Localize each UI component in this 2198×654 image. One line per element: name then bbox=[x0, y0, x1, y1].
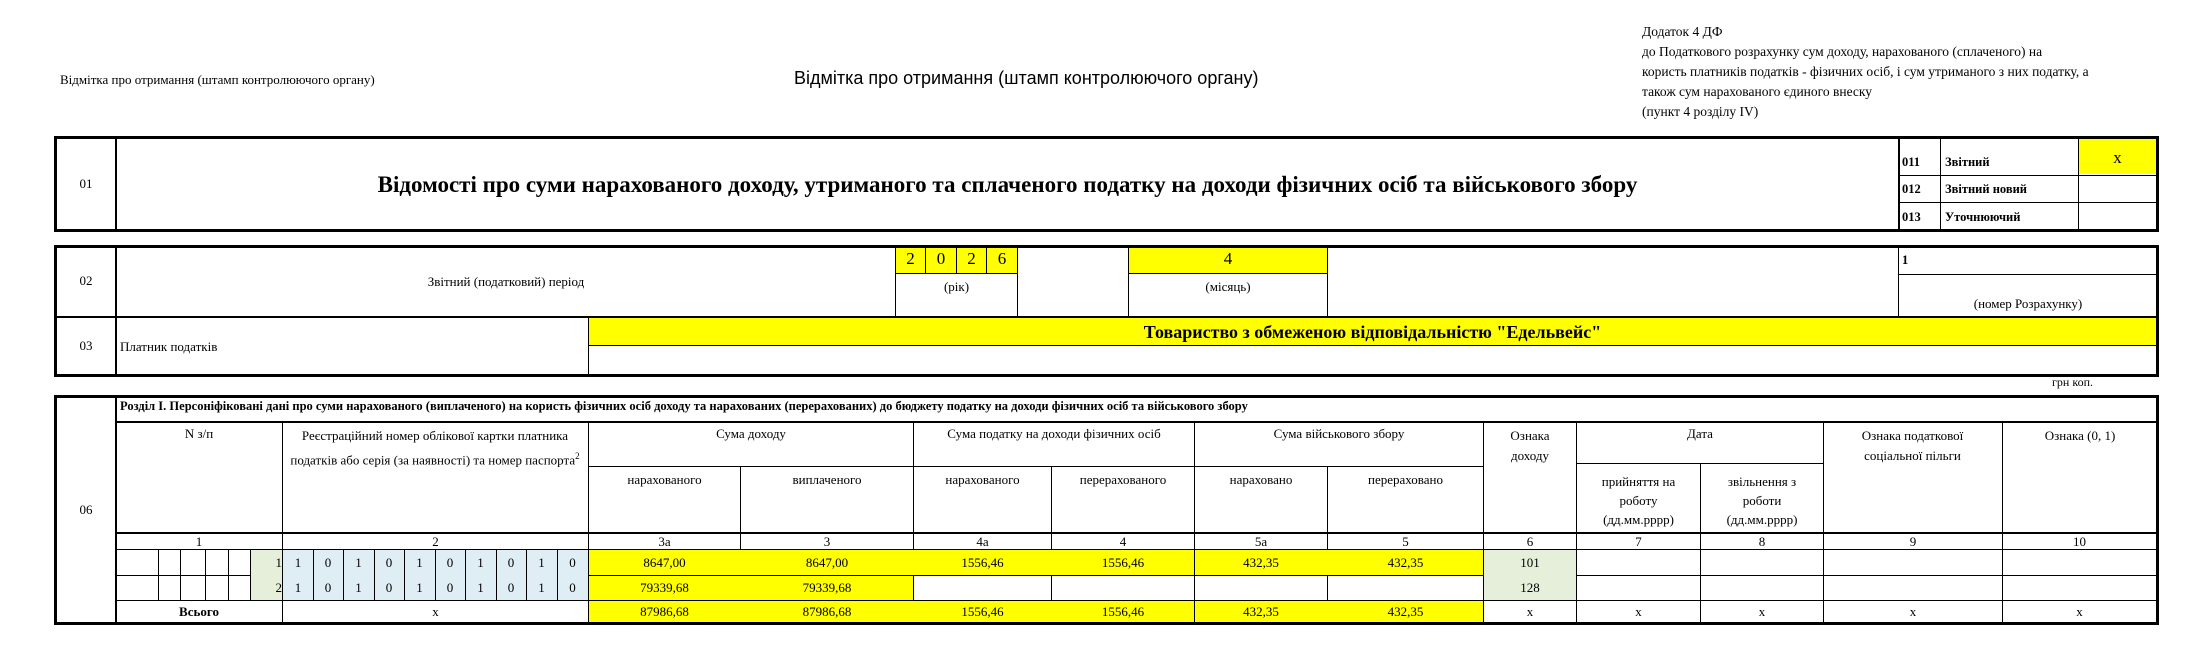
year-digit[interactable]: 0 bbox=[936, 249, 946, 268]
reg-digit[interactable]: 0 bbox=[507, 580, 515, 595]
reg-digit[interactable]: 1 bbox=[294, 555, 302, 570]
reg-digit[interactable]: 1 bbox=[355, 555, 362, 570]
reg-digit[interactable]: 1 bbox=[416, 580, 423, 595]
col-number: 4а bbox=[976, 534, 989, 549]
currency-note: грн коп. bbox=[2052, 375, 2093, 389]
col-header-mil-sum: Сума військового збору bbox=[1273, 426, 1405, 441]
col-header-tax-benefit: Ознака податкової соціальної пільги bbox=[1861, 428, 1964, 463]
col-number: 10 bbox=[2073, 534, 2086, 549]
income-paid-cell[interactable]: 79339,68 bbox=[802, 580, 852, 595]
stamp-label-center: Відмітка про отримання (штамп контролюючого органу) bbox=[794, 68, 1259, 88]
total-label: Всього bbox=[179, 604, 219, 619]
col-header-date-fire: звільнення з роботи (дд.мм.рррр) bbox=[1726, 474, 1798, 527]
type-label-reporting-new: Звітний новий bbox=[1945, 182, 2027, 196]
col-number: 3 bbox=[823, 534, 831, 549]
col-header-reg bbox=[290, 426, 580, 470]
appendix-line: до Податкового розрахунку сум доходу, нарахованого (сплаченого) на bbox=[1642, 44, 2043, 59]
col-header-tax-sum: Сума податку на доходи фізичних осіб bbox=[947, 426, 1161, 441]
total-tax-transferred: 1556,46 bbox=[1101, 604, 1145, 619]
col-number: 8 bbox=[1758, 534, 1766, 549]
type-label-clarifying: Уточнюючий bbox=[1945, 210, 2021, 224]
reg-digit[interactable]: 0 bbox=[446, 580, 454, 595]
col-number: 3а bbox=[658, 534, 671, 549]
year-caption: (рік) bbox=[943, 279, 970, 294]
income-paid-cell[interactable]: 8647,00 bbox=[805, 555, 849, 570]
reg-digit[interactable]: 1 bbox=[477, 580, 484, 595]
year-digit[interactable]: 6 bbox=[997, 249, 1007, 268]
col-number: 6 bbox=[1526, 534, 1534, 549]
col-header-reg-text: Реєстраційний номер облікової картки платника податків або серія (за наявності) та номер паспорта bbox=[290, 428, 576, 468]
reg-digit[interactable]: 0 bbox=[569, 580, 576, 595]
tax-accrued-cell[interactable]: 1556,46 bbox=[961, 555, 1004, 570]
payer-label: Платник податків bbox=[120, 339, 218, 354]
col-header-income-sum: Сума доходу bbox=[716, 426, 786, 441]
col-header-date: Дата bbox=[1687, 426, 1713, 441]
total-income-accrued: 87986,68 bbox=[640, 604, 689, 619]
total-c7: х bbox=[1635, 604, 1642, 619]
year-digit[interactable]: 2 bbox=[906, 249, 915, 268]
block-03-code: 03 bbox=[79, 338, 93, 353]
total-c9: х bbox=[1909, 604, 1917, 619]
reg-digit[interactable]: 0 bbox=[385, 580, 393, 595]
tax-transferred-cell[interactable]: 1556,46 bbox=[1101, 555, 1145, 570]
type-code-011: 011 bbox=[1902, 155, 1921, 169]
reg-digit[interactable]: 1 bbox=[538, 555, 545, 570]
year-digit[interactable]: 2 bbox=[967, 249, 976, 268]
total-c6: х bbox=[1526, 604, 1534, 619]
type-label-reporting: Звітний bbox=[1945, 155, 1990, 169]
col-header-income-accrued: нарахованого bbox=[627, 472, 702, 487]
reg-digit[interactable]: 0 bbox=[385, 555, 393, 570]
total-income-paid: 87986,68 bbox=[802, 604, 852, 619]
reg-digit[interactable]: 0 bbox=[324, 580, 332, 595]
col-number: 4 bbox=[1119, 534, 1127, 549]
total-mil-accrued: 432,35 bbox=[1243, 604, 1279, 619]
calc-number-caption: (номер Розрахунку) bbox=[1973, 296, 2083, 311]
block-01-code: 01 bbox=[79, 176, 93, 191]
form-title: Відомості про суми нарахованого доходу, утриманого та сплаченого податку на доходи фізичних осіб та військового збору bbox=[377, 172, 1638, 197]
type-mark-reporting[interactable]: х bbox=[2113, 148, 2122, 167]
col-header-date-hire: прийняття на роботу (дд.мм.рррр) bbox=[1601, 474, 1676, 527]
stamp-label-left: Відмітка про отримання (штамп контролюючого органу) bbox=[60, 72, 375, 87]
col-header-income-sign: Ознака доходу bbox=[1510, 428, 1550, 463]
block-02-03 bbox=[54, 245, 2159, 377]
reg-digit[interactable]: 0 bbox=[569, 555, 576, 570]
col-number: 2 bbox=[432, 534, 439, 549]
total-tax-accrued: 1556,46 bbox=[961, 604, 1004, 619]
row-number: 1 bbox=[275, 555, 282, 570]
total-reg: х bbox=[432, 604, 439, 619]
payer-name[interactable]: Товариство з обмеженою відповідальністю "Едельвейс" bbox=[1143, 322, 1602, 342]
col-number: 5а bbox=[1254, 534, 1268, 549]
mil-accrued-cell[interactable]: 432,35 bbox=[1243, 555, 1279, 570]
income-sign-cell[interactable]: 128 bbox=[1520, 580, 1540, 595]
col-header-reg-sup: 2 bbox=[575, 451, 580, 461]
reg-digit[interactable]: 0 bbox=[446, 555, 454, 570]
col-number: 7 bbox=[1635, 534, 1642, 549]
appendix-line: Додаток 4 ДФ bbox=[1642, 24, 1723, 39]
total-c10: х bbox=[2076, 604, 2083, 619]
reg-digit[interactable]: 1 bbox=[355, 580, 362, 595]
col-header-mil-transferred: перераховано bbox=[1368, 472, 1443, 487]
row-number: 2 bbox=[275, 580, 282, 595]
calc-number[interactable]: 1 bbox=[1902, 253, 1909, 267]
reg-digit[interactable]: 1 bbox=[294, 580, 302, 595]
income-accrued-cell[interactable]: 79339,68 bbox=[640, 580, 689, 595]
month-value[interactable]: 4 bbox=[1223, 249, 1233, 268]
reg-digit[interactable]: 1 bbox=[477, 555, 484, 570]
appendix-note bbox=[1642, 22, 2142, 122]
appendix-line: також сум нарахованого єдиного внеску bbox=[1642, 84, 1873, 99]
type-code-013: 013 bbox=[1902, 210, 1921, 224]
block-02-code: 02 bbox=[79, 273, 93, 288]
period-label: Звітний (податковий) період bbox=[427, 274, 585, 289]
income-accrued-cell[interactable]: 8647,00 bbox=[643, 555, 686, 570]
block-06-code: 06 bbox=[79, 502, 93, 517]
col-number: 9 bbox=[1909, 534, 1917, 549]
mil-transferred-cell[interactable]: 432,35 bbox=[1387, 555, 1424, 570]
col-number: 5 bbox=[1402, 534, 1409, 549]
col-header-tax-accrued: нарахованого bbox=[945, 472, 1020, 487]
total-mil-transferred: 432,35 bbox=[1387, 604, 1424, 619]
total-c8: х bbox=[1758, 604, 1766, 619]
col-header-n: N з/п bbox=[184, 426, 214, 441]
col-number: 1 bbox=[195, 534, 203, 549]
month-caption: (місяць) bbox=[1205, 279, 1251, 294]
col-header-sign01: Ознака (0, 1) bbox=[2044, 428, 2116, 443]
col-header-mil-accrued: нараховано bbox=[1229, 472, 1293, 487]
reg-digit[interactable]: 0 bbox=[507, 555, 515, 570]
reg-digit[interactable]: 0 bbox=[324, 555, 332, 570]
reg-digit[interactable]: 1 bbox=[416, 555, 423, 570]
reg-digit[interactable]: 1 bbox=[538, 580, 545, 595]
col-header-income-paid: виплаченого bbox=[792, 472, 862, 487]
col-header-tax-transferred: перерахованого bbox=[1079, 472, 1167, 487]
appendix-line: користь платників податків - фізичних осіб, і сум утриманого з них податку, а bbox=[1642, 64, 2089, 79]
section-title: Розділ І. Персоніфіковані дані про суми нарахованого (виплаченого) на користь фізичних осіб доходу та нарахованих (перерахованих) до бюджету податку на доходи фізичних осіб та військового збору bbox=[120, 399, 1248, 413]
income-sign-cell[interactable]: 101 bbox=[1520, 555, 1540, 570]
type-code-012: 012 bbox=[1902, 182, 1921, 196]
appendix-line: (пункт 4 розділу IV) bbox=[1642, 104, 1759, 119]
